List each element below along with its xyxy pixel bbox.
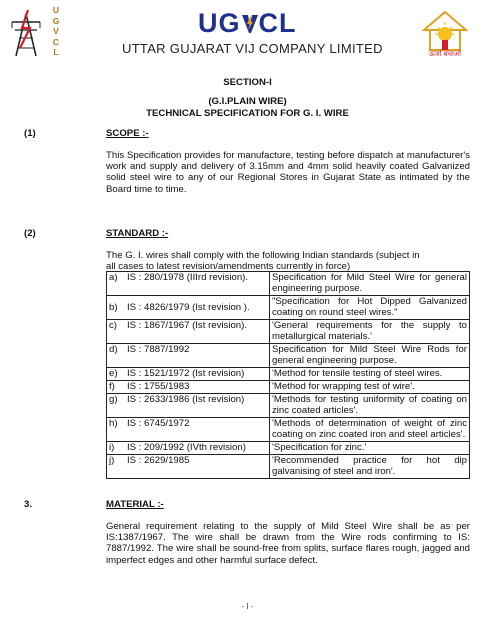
standard-code: IS : 2633/1986 (Ist revision)	[125, 394, 270, 418]
standard-code: IS : 7887/1992	[125, 344, 270, 368]
table-row	[107, 320, 470, 344]
row-letter: a)	[107, 272, 126, 296]
material-number: 3.	[24, 499, 33, 510]
row-letter: f)	[107, 381, 126, 394]
standard-code: IS : 209/1992 (IVth revision)	[125, 442, 270, 455]
standard-code: IS : 1755/1983	[125, 381, 270, 394]
standards-table	[106, 271, 470, 479]
scope-heading: SCOPE :-	[106, 128, 149, 139]
standard-description: 'Method for wrapping test of wire'.	[270, 381, 470, 394]
document-title: TECHNICAL SPECIFICATION FOR G. I. WIRE	[146, 108, 349, 119]
material-paragraph: General requirement relating to the supply of Mild Steel Wire shall be as per IS:1387/1967. The wire shall be drawn from the Wire rods confirming to IS: 7887/1992. The wire shall be sound-free from splits, surface flares rough, jagged and imperfect edges and other harmful surface defect.	[106, 521, 470, 566]
row-letter: j)	[107, 455, 126, 479]
row-letter: c)	[107, 320, 126, 344]
standard-description: Specification for Mild Steel Wire Rods for general engineering purpose.	[270, 344, 470, 368]
table-row	[107, 296, 470, 320]
brand-logo: UG CL	[198, 8, 297, 38]
standard-code: IS : 2629/1985	[125, 455, 270, 479]
save-energy-caption: ऊर्जा बचाओ	[429, 51, 461, 58]
table-row	[107, 442, 470, 455]
table-row	[107, 381, 470, 394]
material-heading: MATERIAL :-	[106, 499, 164, 510]
table-row	[107, 272, 470, 296]
vertical-brand-letters: U G V C L	[52, 5, 60, 57]
lightning-v-icon	[241, 14, 259, 34]
standard-number: (2)	[24, 228, 36, 239]
standard-description: 'Method for tensile testing of steel wires.	[270, 368, 470, 381]
scope-paragraph: This Specification provides for manufacture, testing before dispatch at manufacturer's work and supply and delivery of 3.15mm and 4mm solid heavily coated Galvanized solid steel wire to any of our Regional Stores in Gujarat State as intimated by the Board time to time.	[106, 150, 470, 195]
standard-code: IS : 1521/1972 (Ist revision)	[125, 368, 270, 381]
standard-description: "Specification for Hot Dipped Galvanized coating on round steel wires."	[270, 296, 470, 320]
table-row	[107, 394, 470, 418]
section-heading: SECTION-I	[223, 77, 272, 88]
save-energy-house-icon	[420, 6, 470, 56]
standard-code: IS : 280/1978 (IIIrd revision).	[125, 272, 270, 296]
standard-code: IS : 4826/1979 (Ist revision ).	[125, 296, 270, 320]
table-row	[107, 418, 470, 442]
standard-description: 'Methods of determination of weight of zinc coating on zinc coated iron and steel articles'.	[270, 418, 470, 442]
table-row	[107, 368, 470, 381]
standard-code: IS : 1867/1967 (Ist revision).	[125, 320, 270, 344]
row-letter: b)	[107, 296, 126, 320]
row-letter: h)	[107, 418, 126, 442]
standard-intro-line-1: The G. I. wires shall comply with the following Indian standards (subject in	[106, 250, 420, 261]
standard-description: 'Specification for zinc.'	[270, 442, 470, 455]
row-letter: g)	[107, 394, 126, 418]
standard-intro-line-2: all cases to latest revision/amendments currently in force)	[106, 261, 351, 272]
scope-number: (1)	[24, 128, 36, 139]
standard-description: 'Methods for testing uniformity of coating on zinc coated articles'.	[270, 394, 470, 418]
standard-code: IS : 6745/1972	[125, 418, 270, 442]
row-letter: d)	[107, 344, 126, 368]
standard-description: Specification for Mild Steel Wire for general engineering purpose.	[270, 272, 470, 296]
standard-description: 'General requirements for the supply to metallurgical materials.'	[270, 320, 470, 344]
standard-heading: STANDARD :-	[106, 228, 169, 239]
row-letter: e)	[107, 368, 126, 381]
document-subtitle: (G.I.PLAIN WIRE)	[208, 96, 287, 107]
row-letter: i)	[107, 442, 126, 455]
company-name: UTTAR GUJARAT VIJ COMPANY LIMITED	[122, 41, 383, 56]
table-row	[107, 344, 470, 368]
page-number: - I -	[241, 602, 254, 611]
tower-logo-icon	[8, 8, 44, 58]
standard-description: 'Recommended practice for hot dip galvanising of steel and iron'.	[270, 455, 470, 479]
table-row	[107, 455, 470, 479]
